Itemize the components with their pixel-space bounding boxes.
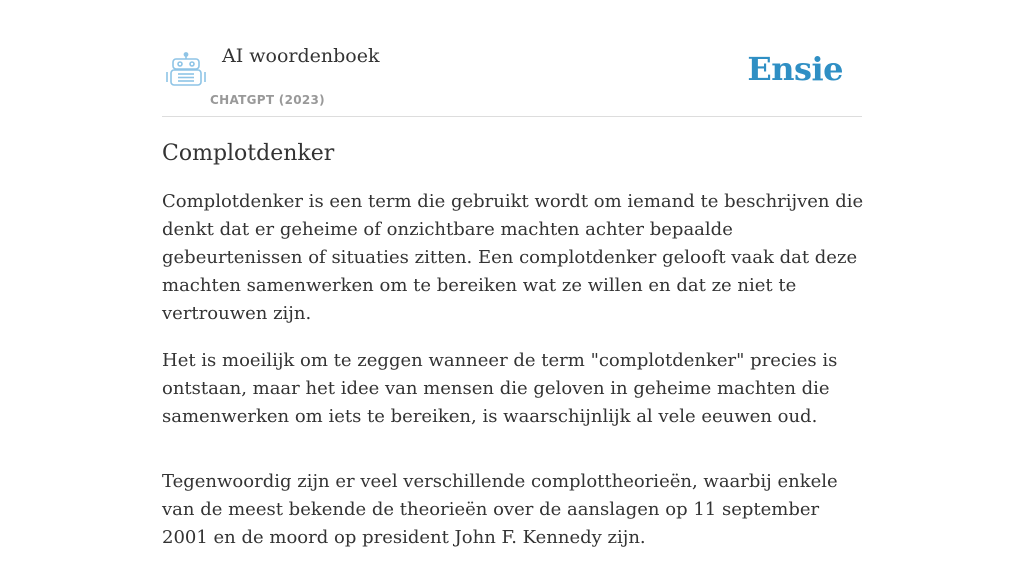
article-paragraph: Tegenwoordig zijn er veel verschillende complottheorieën, waarbij enkele van de meest bekende de theorieën over de aanslagen op 11 september 2001 en de moord op president John F. Kennedy zijn. bbox=[162, 471, 838, 548]
source-header bbox=[162, 40, 862, 117]
article bbox=[162, 138, 870, 571]
brand-logo[interactable]: Ensie bbox=[747, 50, 843, 88]
source-title[interactable]: AI woordenboek bbox=[222, 45, 380, 67]
article-paragraph: Het is moeilijk om te zeggen wanneer de term "complotdenker" precies is ontstaan, maar het idee van mensen die geloven in geheime machten die samenwerken om iets te bereiken, is waarschijnlijk al vele eeuwen oud. bbox=[162, 350, 838, 427]
paragraph-gap bbox=[162, 450, 870, 468]
robot-icon bbox=[166, 52, 206, 88]
article-term: Complotdenker bbox=[162, 141, 335, 166]
source-subtitle: CHATGPT (2023) bbox=[210, 93, 325, 107]
article-paragraph: Complotdenker is een term die gebruikt wordt om iemand te beschrijven die denkt dat er geheime of onzichtbare machten achter bepaalde gebeurtenissen of situaties zitten. Een complotdenker gelooft vaak dat deze machten samenwerken om te bereiken wat ze willen en dat ze niet te vertrouwen zijn. bbox=[162, 191, 864, 324]
